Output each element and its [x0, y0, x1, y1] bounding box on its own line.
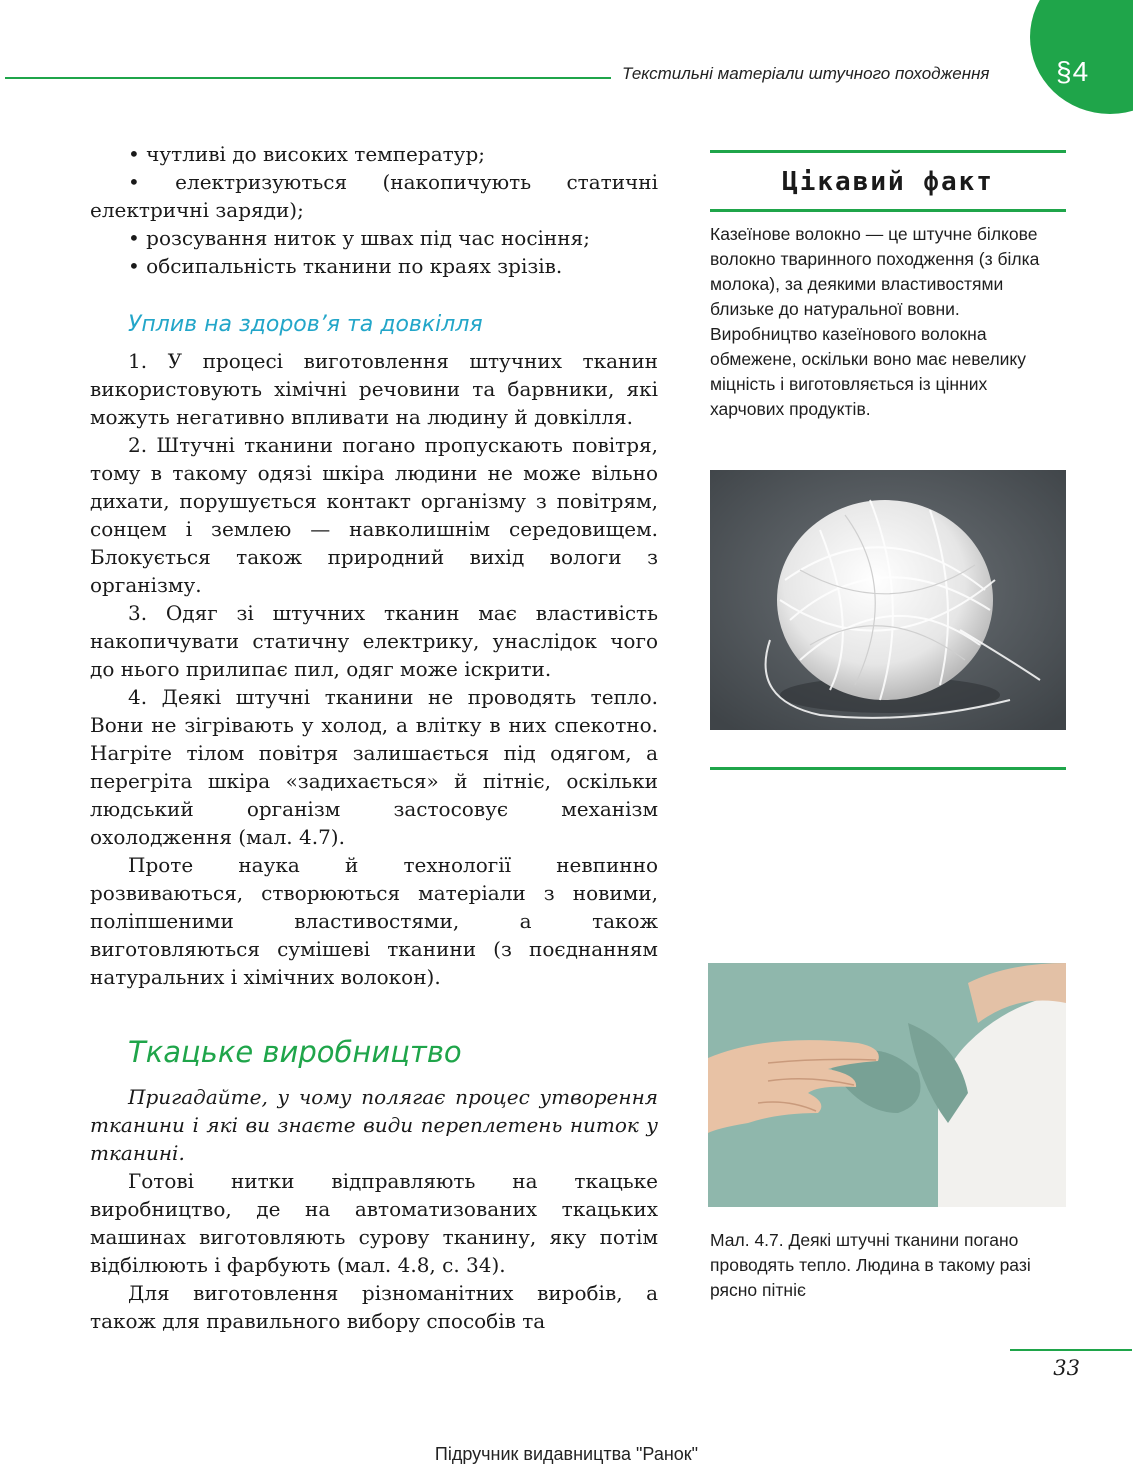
figure-caption-box — [710, 1228, 1066, 1303]
health-heading: Уплив на здоров’я та довкілля — [128, 312, 483, 337]
fact-text: Казеїнове волокно — це штучне білкове волокно тваринного походження (з білка молока), за деякими властивостями близьке до натуральної вовни. Виробництво казеїнового волокна обмежене, оскільки воно має невелику міцність і виготовляється із цінних харчових продуктів. — [710, 224, 1040, 419]
page-number-rule — [1010, 1349, 1132, 1351]
paragraph: 2. Штучні тканини погано пропускають повітря, тому в такому одязі шкіра людини не може вільно дихати, порушується контакт організму з повітрям, сонцем і землею — навколишнім середовищем. Блокується також природний вихід вологи з організму. — [90, 433, 658, 597]
paragraph: Для виготовлення різноманітних виробів, а також для правильного вибору способів та — [90, 1281, 658, 1333]
bullet-item: • розсування ниток у швах під час носіння; — [128, 226, 590, 250]
fact-bottom-rule — [710, 209, 1066, 212]
section-number: §4 — [1056, 56, 1090, 87]
bullet-item: • чутливі до високих температур; — [128, 142, 485, 166]
page-number: 33 — [1053, 1356, 1080, 1380]
main-column — [90, 140, 658, 1335]
paragraph: 1. У процесі виготовлення штучних тканин використовують хімічні речовини та барвники, які можуть негативно впливати на людину й довкілля. — [90, 349, 658, 429]
bullet-item: • обсипальність тканини по краях зрізів. — [128, 254, 563, 278]
side-rule — [710, 767, 1066, 770]
weaving-heading: Ткацьке виробництво — [128, 1035, 462, 1069]
fact-box — [710, 150, 1066, 422]
paragraph: 4. Деякі штучні тканини не проводять тепло. Вони не зігрівають у холод, а влітку в них спекотно. Нагріте тілом повітря залишається під одягом, а перегріта шкіра «задихається» й пітніє, оскільки людський організм застосовує механізм охолодження (мал. 4.7). — [90, 685, 658, 849]
bullet-item: • електризуються (накопичують статичні електричні заряди); — [90, 170, 658, 222]
recall-question: Пригадайте, у чому полягає процес утворення тканини і які ви знаєте види переплетень ниток у тканині. — [90, 1085, 658, 1165]
casein-yarn-photo — [710, 470, 1066, 730]
paragraph: Готові нитки відправляють на ткацьке виробництво, де на автоматизованих ткацьких машинах виготовляють сурову тканину, яку потім відбілюють і фарбують (мал. 4.8, с. 34). — [90, 1169, 658, 1277]
publisher-footer: Підручник видавництва "Ранок" — [434, 1444, 699, 1464]
figure-caption: Мал. 4.7. Деякі штучні тканини погано проводять тепло. Людина в такому разі рясно пітніє — [710, 1230, 1031, 1300]
running-title: Текстильні матеріали штучного походження — [622, 64, 990, 83]
header-rule — [5, 77, 611, 79]
paragraph: 3. Одяг зі штучних тканин має властивість накопичувати статичну електрику, унаслідок чого до нього прилипає пил, одяг може іскрити. — [90, 601, 658, 681]
sweating-shirt-photo — [708, 963, 1066, 1207]
fact-title: Цікавий факт — [782, 167, 994, 197]
side-rule-line — [710, 767, 1066, 770]
paragraph: Проте наука й технології невпинно розвиваються, створюються матеріали з новими, поліпшеними властивостями, а також виготовляються сумішеві тканини (з поєднанням натуральних і хімічних волокон). — [90, 853, 658, 989]
